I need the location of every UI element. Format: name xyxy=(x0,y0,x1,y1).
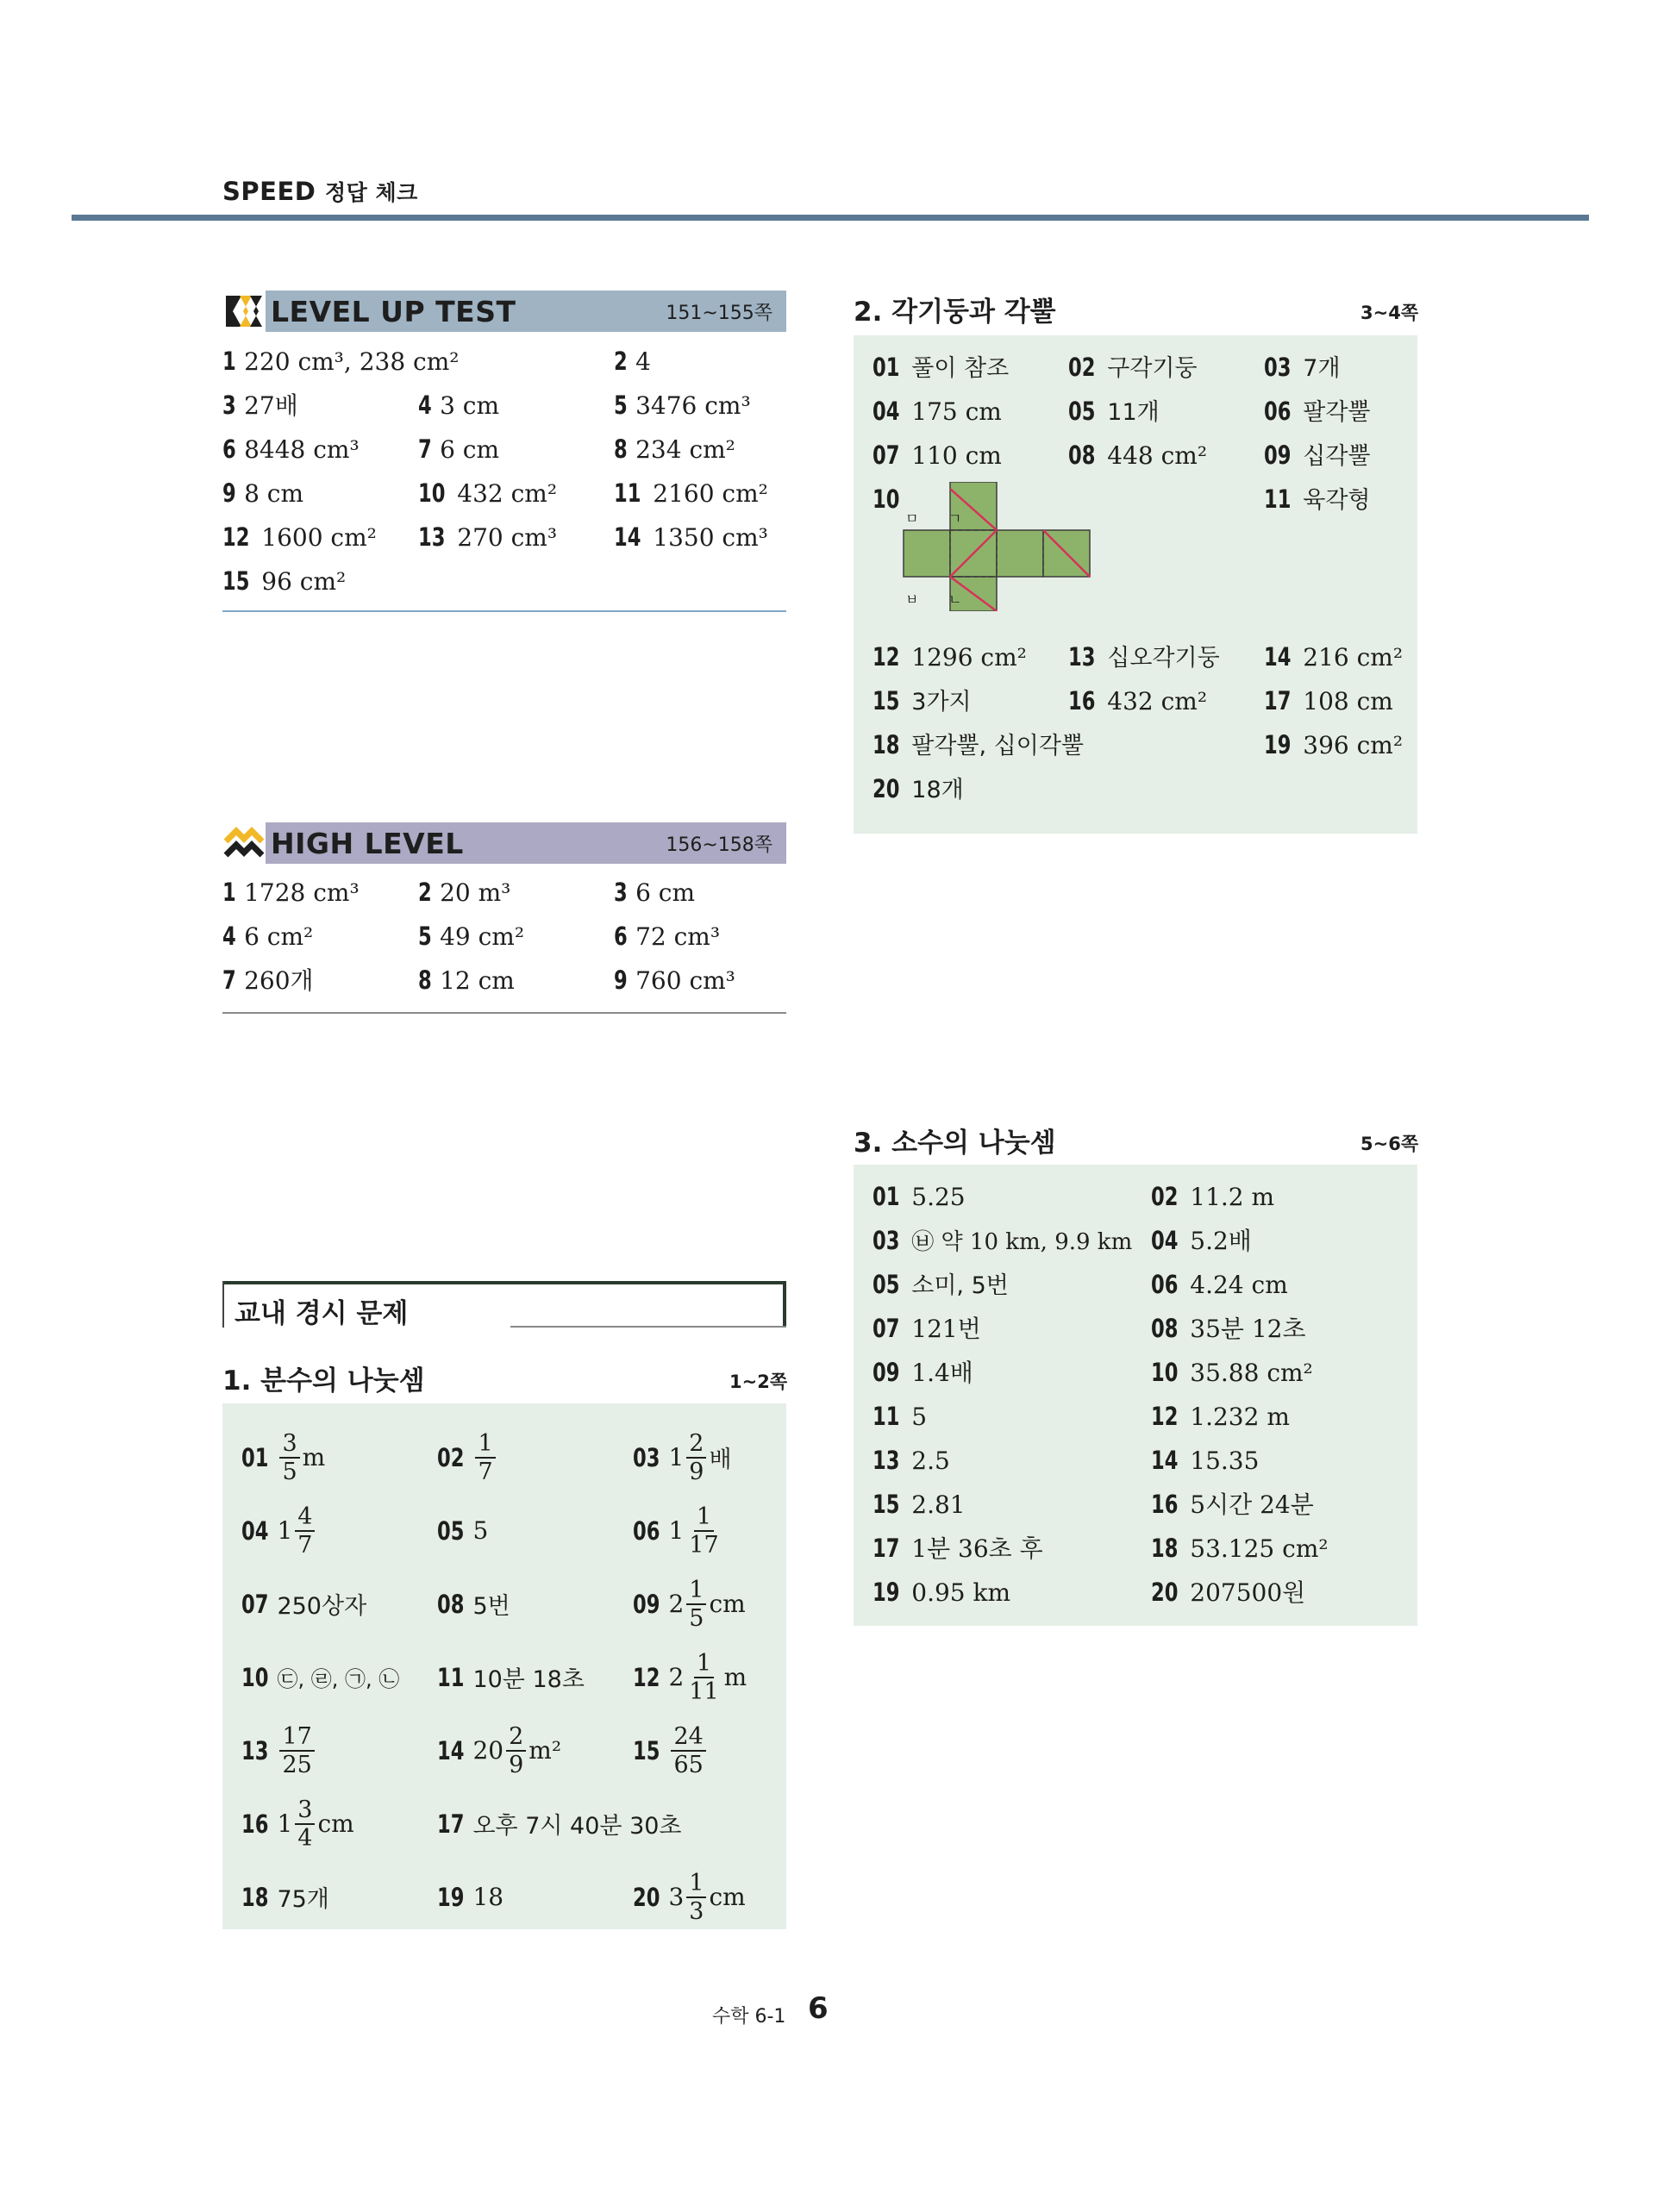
sec1-pages: 1~2쪽 xyxy=(729,1372,788,1392)
answer-item: 03 ㉥ 약 10 km, 9.9 km xyxy=(873,1226,1133,1255)
answer-item: 06 4.24 cm xyxy=(1151,1270,1288,1299)
sec3-panel xyxy=(854,1165,1417,1626)
answer-item: 04 1 $\frac{4}{7}$ xyxy=(241,1494,437,1567)
answer-item: 07 110 cm xyxy=(873,441,1002,470)
answer-item: 10 ㉢, ㉣, ㉠, ㉡ xyxy=(241,1662,400,1692)
answer-item: 03 1 $\frac{2}{9}$ 배 xyxy=(633,1429,732,1485)
answer-item: 11 5 xyxy=(873,1402,928,1431)
answer-item: 17 108 cm xyxy=(1264,686,1393,715)
high-level-answers xyxy=(222,871,786,1003)
page-number: 6 xyxy=(808,1991,829,2026)
answer-item: 6 8448 cm³ xyxy=(222,434,360,464)
answer-item: 01 5.25 xyxy=(873,1182,966,1211)
answer-item: 13 십오각기둥 xyxy=(1068,642,1220,672)
answer-item: 10 432 cm² xyxy=(418,478,558,508)
answer-item: 02 구각기둥 xyxy=(1068,353,1198,382)
answer-item: 07 121번 xyxy=(873,1314,981,1343)
sec2-panel xyxy=(854,335,1417,834)
answer-item: 14 1350 cm³ xyxy=(614,522,768,552)
answer-item: 19 396 cm² xyxy=(1264,730,1404,759)
answer-item: 12 2 $\frac{1}{11}$ m xyxy=(633,1649,747,1705)
answer-item: 5 3476 cm³ xyxy=(614,391,751,420)
level-up-rule xyxy=(222,610,786,612)
answer-item: 10 xyxy=(873,484,900,514)
sec1-panel xyxy=(222,1403,786,1929)
answer-item: 14 20 $\frac{2}{9}$ m² xyxy=(437,1722,562,1778)
contest-banner-right xyxy=(783,1281,786,1328)
answer-item: 11 10분 18초 xyxy=(437,1662,585,1693)
level-up-bar xyxy=(222,291,786,332)
answer-item: 7 260개 xyxy=(222,965,314,995)
fraction: $\frac{1}{17}$ xyxy=(689,1503,719,1559)
answer-item: 3 6 cm xyxy=(614,878,696,907)
answer-item: 18 팔각뿔, 십이각뿔 xyxy=(873,730,1085,759)
prism-net-diagram xyxy=(891,482,1133,611)
sec1-title: 1. 분수의 나눗셈 xyxy=(222,1365,425,1397)
answer-item: 12 1600 cm² xyxy=(222,522,377,552)
answer-item: 6 72 cm³ xyxy=(614,922,721,951)
answer-item: 9 760 cm³ xyxy=(614,965,735,995)
high-level-rule xyxy=(222,1012,786,1014)
answer-item: 16 432 cm² xyxy=(1068,686,1208,715)
answer-item: 7 6 cm xyxy=(418,434,500,464)
answer-item: 09 2 $\frac{1}{5}$ cm xyxy=(633,1576,746,1632)
fraction: $\frac{3}{4}$ xyxy=(295,1798,315,1850)
answer-item: 16 1 $\frac{3}{4}$ cm xyxy=(241,1796,354,1852)
answer-item: 08 35분 12초 xyxy=(1151,1314,1306,1343)
high-level-bar xyxy=(222,822,786,864)
fraction: $\frac{24}{65}$ xyxy=(671,1725,705,1777)
answer-item: 10 35.88 cm² xyxy=(1151,1358,1313,1387)
sec2-pages: 3~4쪽 xyxy=(1360,303,1419,323)
answer-item: 02 11.2 m xyxy=(1151,1182,1275,1211)
answer-item: 01 풀이 참조 xyxy=(873,353,1010,382)
answer-item: 09 십각뿔 xyxy=(1264,441,1371,470)
answer-item: 2 20 m³ xyxy=(418,878,511,907)
net-label-top-left: ㅁ xyxy=(905,510,919,527)
level-up-pages: 151~155쪽 xyxy=(666,302,772,324)
answer-item: 1 1728 cm³ xyxy=(222,878,360,907)
answer-item: 01 $\frac{3}{5}$ m xyxy=(241,1429,326,1485)
fraction: $\frac{3}{5}$ xyxy=(279,1432,299,1484)
answer-item: 08 5번 xyxy=(437,1589,510,1620)
answer-item: 14 216 cm² xyxy=(1264,642,1404,672)
fraction: $\frac{17}{25}$ xyxy=(279,1725,314,1777)
answer-item: 07 250상자 xyxy=(241,1589,367,1620)
fraction: $\frac{1}{3}$ xyxy=(686,1871,706,1923)
footer-book-label: 수학 6-1 xyxy=(712,2006,786,2028)
answer-item: 15 $\frac{24}{65}$ xyxy=(633,1714,805,1787)
answer-item: 18 53.125 cm² xyxy=(1151,1534,1329,1563)
answer-item: 11 2160 cm² xyxy=(614,478,768,508)
fraction: $\frac{4}{7}$ xyxy=(295,1505,315,1557)
answer-item: 20 3 $\frac{1}{3}$ cm xyxy=(633,1869,746,1925)
high-level-title: HIGH LEVEL xyxy=(271,826,464,860)
answer-item: 5 49 cm² xyxy=(418,922,525,951)
sec3-pages: 5~6쪽 xyxy=(1360,1134,1419,1154)
answer-item: 15 3가지 xyxy=(873,686,972,715)
fraction: $\frac{1}{7}$ xyxy=(475,1432,495,1484)
answer-item: 09 1.4배 xyxy=(873,1358,973,1387)
header-rule xyxy=(72,215,1589,221)
answer-item: 20 18개 xyxy=(873,774,964,803)
answer-item: 19 18 xyxy=(437,1882,504,1912)
contest-banner-left xyxy=(222,1281,224,1328)
answer-item: 19 0.95 km xyxy=(873,1578,1011,1607)
header-title-sub: 정답 체크 xyxy=(324,180,418,205)
answer-item: 03 7개 xyxy=(1264,353,1341,382)
answer-item: 04 5.2배 xyxy=(1151,1226,1252,1255)
answer-item: 14 15.35 xyxy=(1151,1446,1260,1475)
fraction: $\frac{2}{9}$ xyxy=(686,1432,706,1484)
answer-item: 17 1분 36초 후 xyxy=(873,1534,1043,1563)
contest-banner-bottom xyxy=(510,1326,786,1328)
answer-item: 05 11개 xyxy=(1068,397,1160,426)
net-label-bottom-left: ㅂ xyxy=(905,591,919,608)
page-header-title xyxy=(222,176,418,207)
answer-item: 11 육각형 xyxy=(1264,484,1371,514)
level-up-title: LEVEL UP TEST xyxy=(271,294,516,328)
answer-item: 3 27배 xyxy=(222,391,298,420)
contest-banner-top xyxy=(222,1281,785,1284)
answer-item: 8 12 cm xyxy=(418,965,515,995)
fraction: $\frac{2}{9}$ xyxy=(506,1725,526,1777)
answer-item: 13 2.5 xyxy=(873,1446,950,1475)
header-title-main: SPEED xyxy=(222,177,316,206)
sec2-answers-bottom xyxy=(873,635,1436,811)
answer-item: 13 $\frac{17}{25}$ xyxy=(241,1714,437,1787)
answer-item: 06 1 $\frac{1}{17}$ xyxy=(633,1494,805,1567)
answer-item: 15 96 cm² xyxy=(222,566,347,596)
sec1-answers xyxy=(241,1421,805,1934)
answer-item: 13 270 cm³ xyxy=(418,522,558,552)
answer-item: 08 448 cm² xyxy=(1068,441,1208,470)
net-label-top-right: ㄱ xyxy=(948,510,962,527)
answer-item: 04 175 cm xyxy=(873,397,1002,426)
contest-banner xyxy=(222,1281,785,1328)
answer-item: 05 5 xyxy=(437,1515,489,1546)
answer-item: 17 오후 7시 40분 30초 xyxy=(437,1809,682,1840)
answer-item: 06 팔각뿔 xyxy=(1264,397,1371,426)
net-label-bottom-right: ㄴ xyxy=(948,591,962,608)
fraction: $\frac{1}{5}$ xyxy=(686,1578,706,1630)
answer-item: 2 4 xyxy=(614,347,651,376)
sec3-answers xyxy=(873,1175,1410,1615)
answer-item: 8 234 cm² xyxy=(614,434,735,464)
level-up-icon xyxy=(222,291,266,332)
answer-item: 16 5시간 24분 xyxy=(1151,1490,1314,1519)
answer-item: 4 6 cm² xyxy=(222,922,314,951)
answer-item: 4 3 cm xyxy=(418,391,500,420)
contest-title: 교내 경시 문제 xyxy=(235,1298,409,1329)
sec2-title: 2. 각기둥과 각뿔 xyxy=(854,297,1056,328)
fraction: $\frac{1}{11}$ xyxy=(689,1649,719,1705)
answer-item: 20 207500원 xyxy=(1151,1578,1306,1607)
answer-item: 05 소미, 5번 xyxy=(873,1270,1009,1299)
answer-item: 18 75개 xyxy=(241,1882,329,1913)
answer-item: 1 220 cm³, 238 cm² xyxy=(222,347,460,376)
level-up-answers xyxy=(222,340,786,603)
answer-item: 9 8 cm xyxy=(222,478,304,508)
answer-item: 12 1296 cm² xyxy=(873,642,1027,672)
answer-item: 12 1.232 m xyxy=(1151,1402,1290,1431)
sec3-title: 3. 소수의 나눗셈 xyxy=(854,1128,1056,1159)
answer-item: 15 2.81 xyxy=(873,1490,966,1519)
high-level-pages: 156~158쪽 xyxy=(666,834,772,856)
answer-item: 02 $\frac{1}{7}$ xyxy=(437,1421,633,1494)
high-level-icon xyxy=(222,822,266,864)
